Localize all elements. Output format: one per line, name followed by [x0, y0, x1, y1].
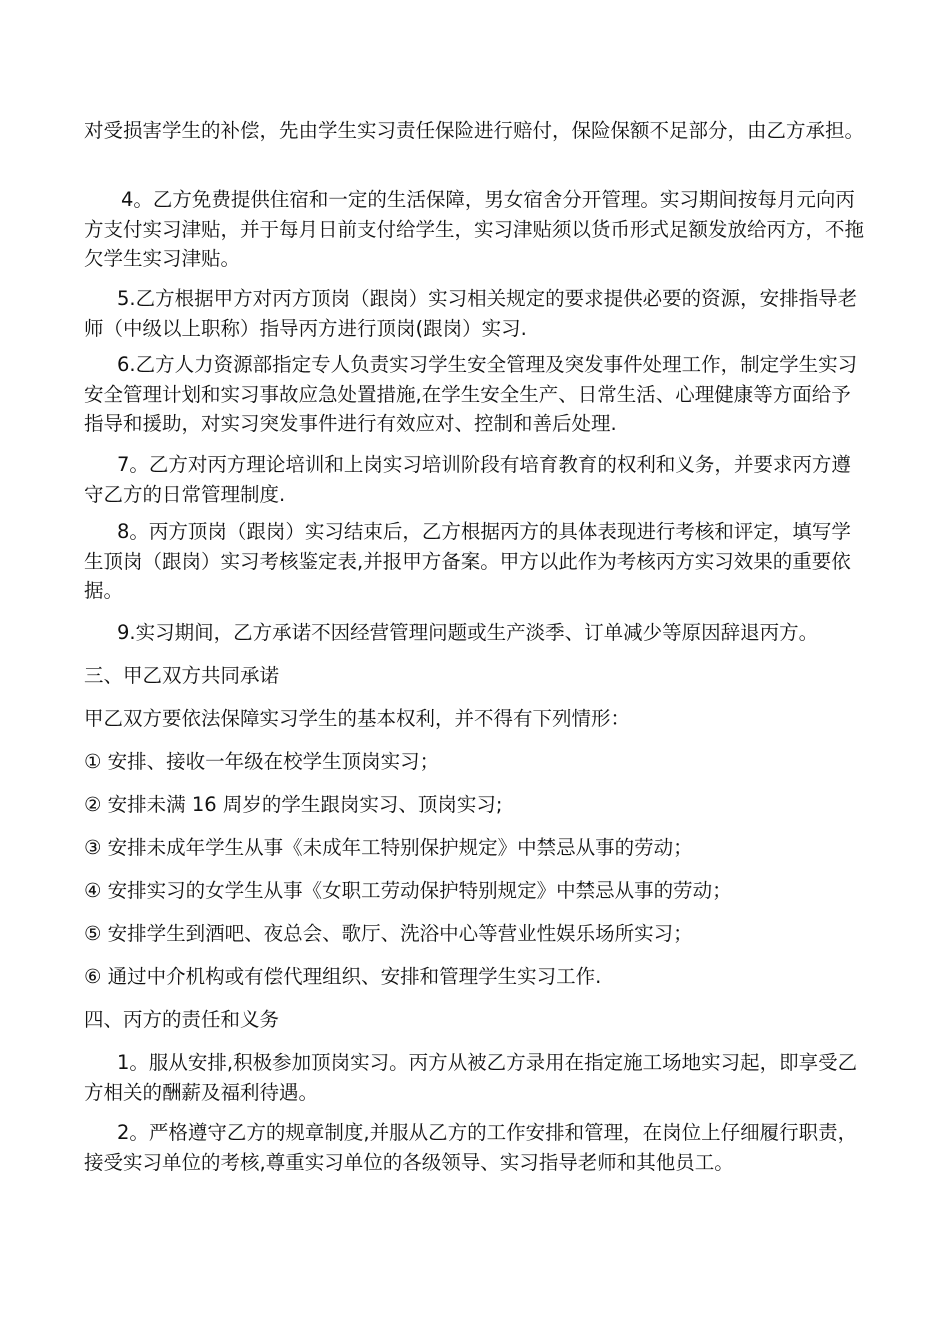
- paragraph-joint-commitment: 甲乙双方要依法保障实习学生的基本权利，并不得有下列情形：: [84, 707, 631, 730]
- paragraph-insurance-compensation: 对受损害学生的补偿，先由学生实习责任保险进行赔付，保险保额不足部分，由乙方承担。: [84, 119, 865, 142]
- paragraph-clause-6: 6.乙方人力资源部指定专人负责实习学生安全管理及突发事件处理工作，制定学生实习安全管理计划和实习事故应急处置措施,在学生安全生产、日常生活、心理健康等方面给予指导和援助，对实习突发事件进行有效应对、控制和善后处理.: [84, 353, 858, 435]
- list-item-5: ⑤ 安排学生到酒吧、夜总会、歌厅、洗浴中心等营业性娱乐场所实习；: [84, 922, 693, 945]
- section-heading-four: 四、丙方的责任和义务: [84, 1008, 280, 1031]
- list-item-6: ⑥ 通过中介机构或有偿代理组织、安排和管理学生实习工作.: [84, 965, 602, 988]
- paragraph-clause-9: 9.实习期间，乙方承诺不因经营管理问题或生产淡季、订单减少等原因辞退丙方。: [117, 621, 819, 644]
- paragraph-clause-7: 7。乙方对丙方理论培训和上岗实习培训阶段有培育教育的权利和义务，并要求丙方遵守乙方的日常管理制度.: [84, 453, 851, 506]
- list-item-2: ② 安排未满 16 周岁的学生跟岗实习、顶岗实习;: [84, 793, 503, 816]
- paragraph-duty-2: 2。严格遵守乙方的规章制度,并服从乙方的工作安排和管理，在岗位上仔细履行职责，接受实习单位的考核,尊重实习单位的各级领导、实习指导老师和其他员工。: [84, 1121, 858, 1174]
- section-heading-three: 三、甲乙双方共同承诺: [84, 664, 280, 687]
- paragraph-clause-8: 8。丙方顶岗（跟岗）实习结束后，乙方根据丙方的具体表现进行考核和评定，填写学生顶岗（跟岗）实习考核鉴定表,并报甲方备案。甲方以此作为考核丙方实习效果的重要依据。: [84, 520, 851, 602]
- list-item-3: ③ 安排未成年学生从事《未成年工特别保护规定》中禁忌从事的劳动；: [84, 836, 693, 859]
- paragraph-clause-4: 4。乙方免费提供住宿和一定的生活保障，男女宿舍分开管理。实习期间按每月元向丙方支付实习津贴，并于每月日前支付给学生，实习津贴须以货币形式足额发放给丙方，不拖欠学生实习津贴。: [84, 188, 865, 270]
- paragraph-clause-5: 5.乙方根据甲方对丙方顶岗（跟岗）实习相关规定的要求提供必要的资源，安排指导老师（中级以上职称）指导丙方进行顶岗(跟岗）实习.: [84, 287, 858, 340]
- list-item-1: ① 安排、接收一年级在校学生顶岗实习；: [84, 750, 440, 773]
- paragraph-duty-1: 1。服从安排,积极参加顶岗实习。丙方从被乙方录用在指定施工场地实习起，即享受乙方相关的酬薪及福利待遇。: [84, 1051, 858, 1104]
- list-item-4: ④ 安排实习的女学生从事《女职工劳动保护特别规定》中禁忌从事的劳动；: [84, 879, 732, 902]
